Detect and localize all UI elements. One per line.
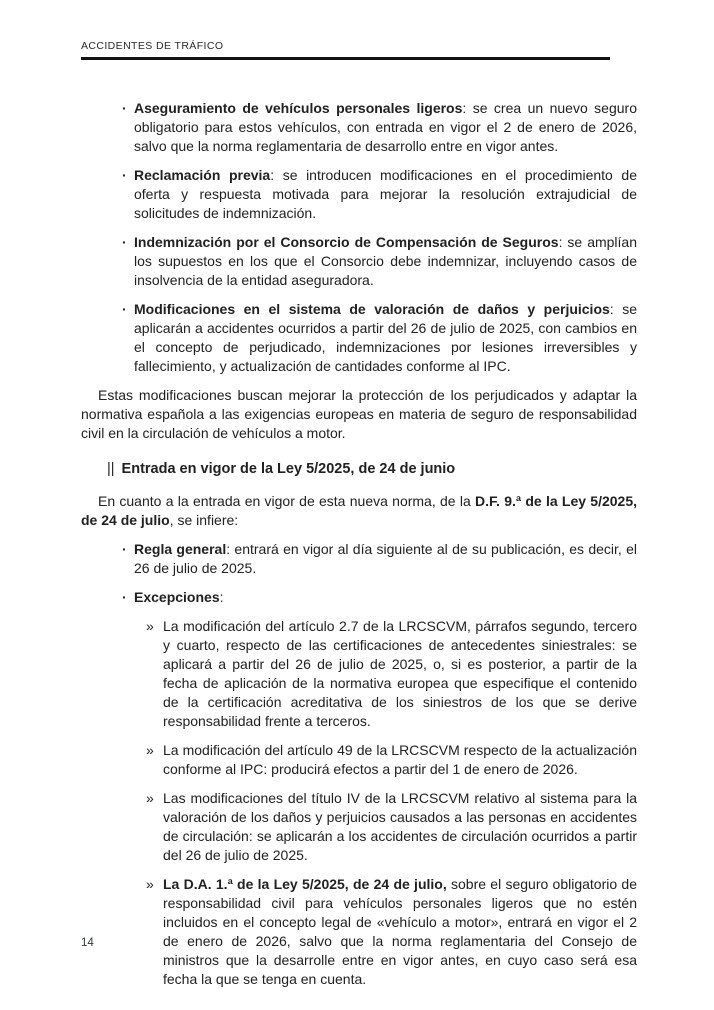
header-rule [81, 57, 610, 60]
text-segment: : se crea un nuevo seguro obligatorio para estos vehículos, con entrada en vigor el 2 de enero de 2026, salvo que la norma reglamentaria de desarrollo entre en vigor antes. [134, 100, 637, 154]
sub-bullet-item [81, 875, 637, 989]
bold-text-segment: Aseguramiento de vehículos personales ligeros [134, 100, 463, 116]
bold-text-segment: D.F. 9.ª de la Ley 5/2025, de 24 de julio [81, 493, 637, 528]
text-segment: La modificación del artículo 2.7 de la LRCSCVM, párrafos segundo, tercero y cuarto, respecto de las certificaciones de antecedentes siniestrales: se aplicará a partir del 26 de julio de 2025, o, si es posterior, a partir de la fecha de aplicación de la normativa europea que especifique el contenido de la certificación acreditativa de los siniestros de los que se derive responsabilidad frente a terceros. [163, 618, 637, 729]
bullet-item [81, 588, 637, 607]
bullet-item [81, 233, 637, 290]
bold-text-segment: Reclamación previa [134, 167, 271, 183]
sub-bullet-item [81, 741, 637, 779]
bullet-marker: · [122, 234, 127, 250]
text-segment: Estas modificaciones buscan mejorar la protección de los perjudicados y adaptar la normativa española a las exigencias europeas en materia de seguro de responsabilidad civil en la circulación de vehículos a motor. [81, 387, 637, 441]
text-segment: : se amplían los supuestos en los que el Consorcio debe indemnizar, incluyendo casos de insolvencia de la entidad aseguradora. [134, 234, 637, 288]
text-segment: Las modificaciones del título IV de la LRCSCVM relativo al sistema para la valoración de los daños y perjuicios causados a las personas en accidentes de circulación: se aplicarán a los accidentes de circulación ocurridos a partir del 26 de julio de 2025. [163, 790, 637, 863]
bullet-marker: » [146, 790, 154, 806]
running-header-title: ACCIDENTES DE TRÁFICO [81, 40, 224, 52]
bullet-marker: · [122, 100, 127, 116]
text-segment: , se infiere: [169, 512, 239, 528]
text-segment: : [219, 589, 224, 605]
bold-text-segment: Entrada en vigor de la Ley 5/2025, de 24 de junio [121, 461, 456, 477]
bold-text-segment: La D.A. 1.ª de la Ley 5/2025, de 24 de julio, [163, 876, 447, 892]
sub-bullet-item [81, 789, 637, 865]
page-footer [81, 937, 94, 949]
bullet-marker: · [122, 301, 127, 317]
bullet-marker: » [146, 618, 154, 634]
bullet-item [81, 99, 637, 156]
bold-text-segment: Excepciones [134, 589, 220, 605]
body-paragraph [81, 492, 637, 530]
bullet-item [81, 166, 637, 223]
bullet-marker: » [146, 876, 154, 892]
text-segment: : se aplicarán a accidentes ocurridos a partir del 26 de julio de 2025, con cambios en el concepto de perjudicado, indemnizaciones por lesiones irreversibles y fallecimiento, y actualización de cantidades conforme al IPC. [134, 301, 637, 374]
bullet-item [81, 540, 637, 578]
bullet-marker: » [146, 742, 154, 758]
bullet-marker: · [122, 589, 127, 605]
document-body [81, 99, 637, 989]
text-segment: sobre el seguro obligatorio de responsabilidad civil para vehículos personales ligeros que no estén incluidos en el concepto legal de «vehículo a motor», entrará en vigor el 2 de enero de 2026, salvo que la norma reglamentaria del Consejo de ministros que la desarrolle entre en vigor antes, en cuyo caso será esa fecha la que se tenga en cuenta. [163, 876, 637, 987]
page-number: 14 [81, 937, 94, 949]
bold-text-segment: Regla general [134, 541, 227, 557]
bold-text-segment: Modificaciones en el sistema de valoración de daños y perjuicios [134, 301, 610, 317]
page-header [81, 40, 637, 60]
text-segment: : se introducen modificaciones en el procedimiento de oferta y respuesta motivada para mejorar la resolución extrajudicial de solicitudes de indemnización. [134, 167, 637, 221]
bullet-marker: · [122, 167, 127, 183]
body-paragraph [81, 386, 637, 443]
sub-bullet-item [81, 617, 637, 731]
section-heading [107, 460, 637, 479]
bullet-marker: · [122, 541, 127, 557]
heading-pipes-marker: || [107, 461, 115, 477]
text-segment: La modificación del artículo 49 de la LRCSCVM respecto de la actualización conforme al IPC: producirá efectos a partir del 1 de enero de 2026. [163, 742, 637, 777]
bold-text-segment: Indemnización por el Consorcio de Compensación de Seguros [134, 234, 559, 250]
bullet-item [81, 300, 637, 376]
text-segment: : entrará en vigor al día siguiente al de su publicación, es decir, el 26 de julio de 2025. [134, 541, 637, 576]
text-segment: En cuanto a la entrada en vigor de esta nueva norma, de la [98, 493, 476, 509]
